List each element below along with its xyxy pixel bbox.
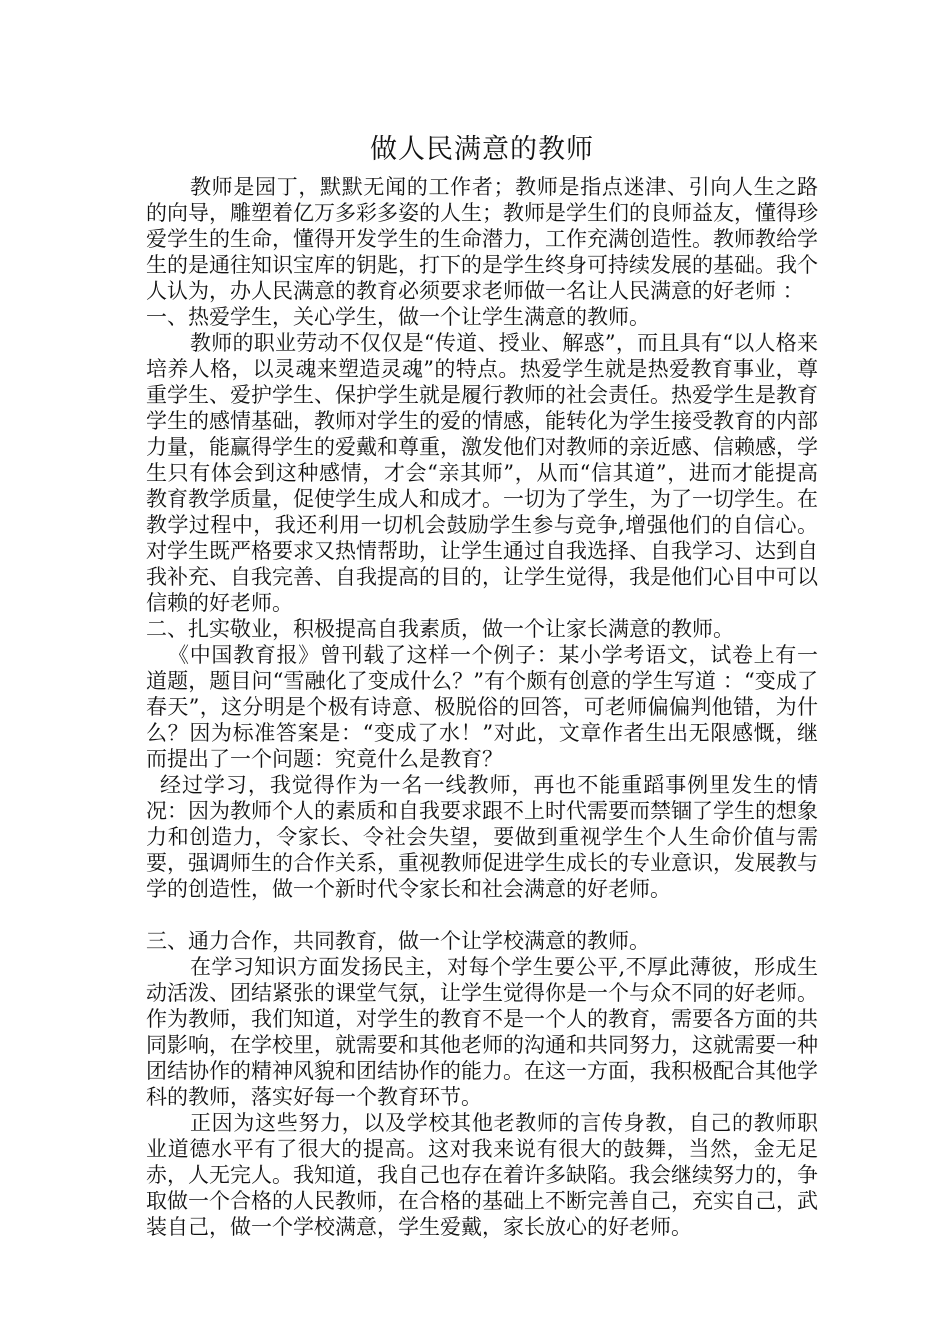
document-page (146, 132, 818, 1240)
section-heading-1: 一、热爱学生，关心学生，做一个让学生满意的教师。 (146, 305, 650, 329)
paragraph-conclusion: 正因为这些努力，以及学校其他老教师的言传身教，自己的教师职业道德水平有了很大的提高。这对我来说有很大的鼓舞，当然，金无足赤，人无完人。我知道，我自己也存在着许多缺陷。我会继续努力的，争取做一个合格的人民教师，在合格的基础上不断完善自己，充实自己，武装自己，做一个学校满意，学生爱戴，家长放心的好老师。 (146, 1111, 818, 1239)
paragraph-section-3: 在学习知识方面发扬民主，对每个学生要公平,不厚此薄彼，形成生动活泼、团结紧张的课堂气氛，让学生觉得你是一个与众不同的好老师。作为教师，我们知道，对学生的教育不是一个人的教育，需要各方面的共同影响，在学校里，就需要和其他老师的沟通和共同努力，这就需要一种团结协作的精神风貌和团结协作的能力。在这一方面，我积极配合其他学科的教师，落实好每一个教育环节。 (146, 955, 818, 1109)
paragraph-section-1: 教师的职业劳动不仅仅是“传道、授业、解惑”，而且具有“以人格来培养人格，以灵魂来塑造灵魂”的特点。热爱学生就是热爱教育事业，尊重学生、爱护学生、保护学生就是履行教师的社会责任。热爱学生是教育学生的感情基础，教师对学生的爱的情感，能转化为学生接受教育的内部力量，能赢得学生的爱戴和尊重，激发他们对教师的亲近感、信赖感，学生只有体会到这种感情，才会“亲其师”，从而“信其道”，进而才能提高教育教学质量，促使学生成人和成才。一切为了学生，为了一切学生。在教学过程中，我还利用一切机会鼓励学生参与竞争,增强他们的自信心。对学生既严格要求又热情帮助，让学生通过自我选择、自我学习、达到自我补充、自我完善、自我提高的目的，让学生觉得，我是他们心目中可以信赖的好老师。 (146, 331, 818, 615)
section-heading-2: 二、扎实敬业，积极提高自我素质，做一个让家长满意的教师。 (146, 617, 734, 641)
section-heading-3: 三、通力合作，共同教育，做一个让学校满意的教师。 (146, 929, 650, 953)
document-title: 做人民满意的教师 (370, 134, 594, 165)
paragraph-intro: 教师是园丁，默默无闻的工作者；教师是指点迷津、引向人生之路的向导，雕塑着亿万多彩多姿的人生；教师是学生们的良师益友，懂得珍爱学生的生命，懂得开发学生的生命潜力，工作充满创造性。教师教给学生的是通往知识宝库的钥匙，打下的是学生终身可持续发展的基础。我个人认为，办人民满意的教育必须要求老师做一名让人民满意的好老师 ： (146, 175, 818, 303)
paragraph-section-2-example: 《中国教育报》曾刊载了这样一个例子：某小学考语文，试卷上有一道题，题目问“雪融化了变成什么？”有个颇有创意的学生写道 ：“变成了春天”，这分明是个极有诗意、极脱俗的回答，可老师偏偏判他错，为什么？因为标准答案是：“变成了水！”对此，文章作者生出无限感慨，继而提出了一个问题：究竟什么是教育？ (146, 643, 818, 771)
paragraph-section-2-reflection: 经过学习，我觉得作为一名一线教师，再也不能重蹈事例里发生的情况：因为教师个人的素质和自我要求跟不上时代需要而禁锢了学生的想象力和创造力，令家长、令社会失望，要做到重视学生个人生命价值与需要，强调师生的合作关系，重视教师促进学生成长的专业意识，发展教与学的创造性，做一个新时代令家长和社会满意的好老师。 (146, 773, 818, 901)
blank-line (146, 902, 818, 928)
